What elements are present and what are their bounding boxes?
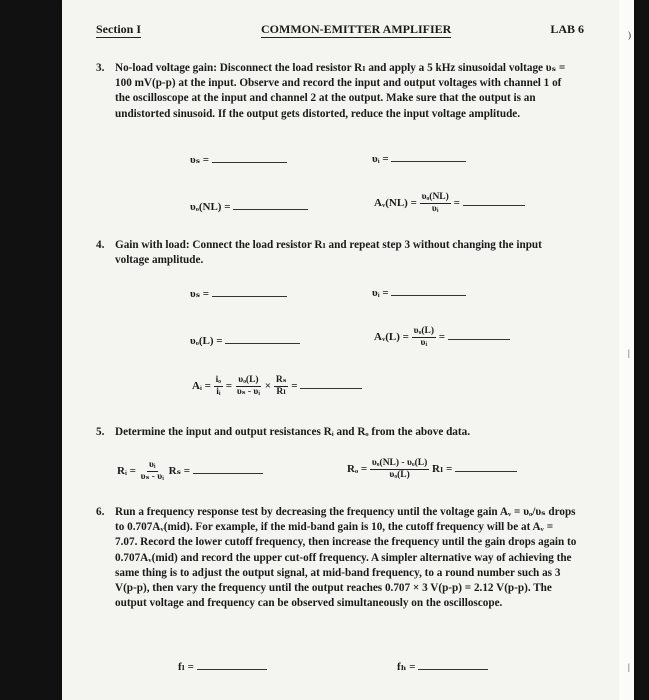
step-6: 6. Run a frequency response test by decreasing the frequency until the voltage gain Aᵥ = υₒ/υₛ drops to 0.707Aᵥ(mid). For example, if the mid-band gain is 10, the cutoff frequency will be at Aᵥ = 7.07. Record the lower cutoff frequency, then increase the frequency until the gain drops again to 0.707Aᵥ(mid) and record the upper cut-off frequency. A simpler alternative way of achieving the same thing is to adjust the output signal, at mid-band frequency, to a round number such as 3 V(p-p), then vary the frequency until the output reaches 0.707 × 3 V(p-p) = 2.12 V(p-p). The output voltage and frequency can be observed simultaneously on the oscilloscope. [96, 506, 577, 610]
eq-vi-2: υᵢ = [372, 287, 466, 299]
step-4: 4. Gain with load: Connect the load resistor Rₗ and repeat step 3 without changing the input voltage amplitude. [96, 239, 542, 267]
margin-mark: | [628, 348, 630, 358]
eq-ri: Rᵢ = $\frac{\text{υᵢ}}{\text{υₛ - υᵢ}}$ Rₛ = [117, 460, 263, 483]
eq-vs-2: υₛ = [190, 287, 287, 300]
eq-ai: Aᵢ = $\frac{\text{iₒ}}{\text{iᵢ}}$ = $\frac{\text{υₒ(L)}}{\text{υₛ - υᵢ}}$ × $\frac{\text{Rₛ}}{\text{Rₗ}}$ = [192, 375, 362, 398]
eq-avl: Aᵥ(L) = $\frac{\text{υₒ(L)}}{\text{υᵢ}}$ = [374, 326, 510, 349]
step-5-text: Determine the input and output resistances Rᵢ and Rₒ from the above data. [115, 426, 471, 438]
eq-ro: Rₒ = $\frac{\text{υₒ(NL) - υₒ(L)}}{\text{υₒ(L)}}$ Rₗ = [347, 458, 517, 481]
page-title: COMMON-EMITTER AMPLIFIER [261, 22, 452, 36]
step-3: 3. No-load voltage gain: Disconnect the load resistor Rₗ and apply a 5 kHz sinusoidal voltage υₛ = 100 mV(p-p) at the input. Observe and record the input and output voltages with channel 1 of the oscilloscope at the input and channel 2 at the output. Make sure that the output is an undistorted sinusoid. If the output gets distorted, reduce the input voltage amplitude. [96, 62, 566, 120]
eq-fh: fₕ = [397, 660, 488, 673]
margin-mark: | [628, 662, 630, 672]
margin-mark: ) [628, 30, 631, 40]
eq-vs-1: υₛ = [190, 153, 287, 166]
section-label: Section I [96, 22, 141, 36]
eq-avnl: Aᵥ(NL) = $\frac{\text{υₒ(NL)}}{\text{υᵢ}}$ = [374, 192, 525, 215]
step-3-text: No-load voltage gain: Disconnect the load resistor Rₗ and apply a 5 kHz sinusoidal voltage υₛ = 100 mV(p-p) at the input. Observe and record the input and output voltages with channel 1 of the oscilloscope at the input and channel 2 at the output. Make sure that the output is an undistorted sinusoid. If the output gets distorted, reduce the input voltage amplitude. [115, 62, 566, 120]
document-page [62, 0, 634, 700]
eq-vi-1: υᵢ = [372, 153, 466, 165]
lab-label: LAB 6 [550, 22, 584, 36]
step-4-text: Gain with load: Connect the load resistor Rₗ and repeat step 3 without changing the input voltage amplitude. [115, 239, 542, 267]
page-edge [619, 0, 634, 700]
eq-fl: fₗ = [178, 660, 267, 673]
step-5: 5. Determine the input and output resistances Rᵢ and Rₒ from the above data. [96, 426, 471, 438]
eq-vonl: υₒ(NL) = [190, 201, 308, 213]
eq-vol: υₒ(L) = [190, 335, 300, 347]
step-6-text: Run a frequency response test by decreasing the frequency until the voltage gain Aᵥ = υₒ/υₛ drops to 0.707Aᵥ(mid). For example, if the mid-band gain is 10, the cutoff frequency will be at Aᵥ = 7.07. Record the lower cutoff frequency, then increase the frequency until the gain drops again to 0.707Aᵥ(mid) and record the upper cut-off frequency. A simpler alternative way of achieving the same thing is to adjust the output signal, at mid-band frequency, to a round number such as 3 V(p-p), then vary the frequency until the output reaches 0.707 × 3 V(p-p) = 2.12 V(p-p). The output voltage and frequency can be observed simultaneously on the oscilloscope. [115, 506, 577, 610]
